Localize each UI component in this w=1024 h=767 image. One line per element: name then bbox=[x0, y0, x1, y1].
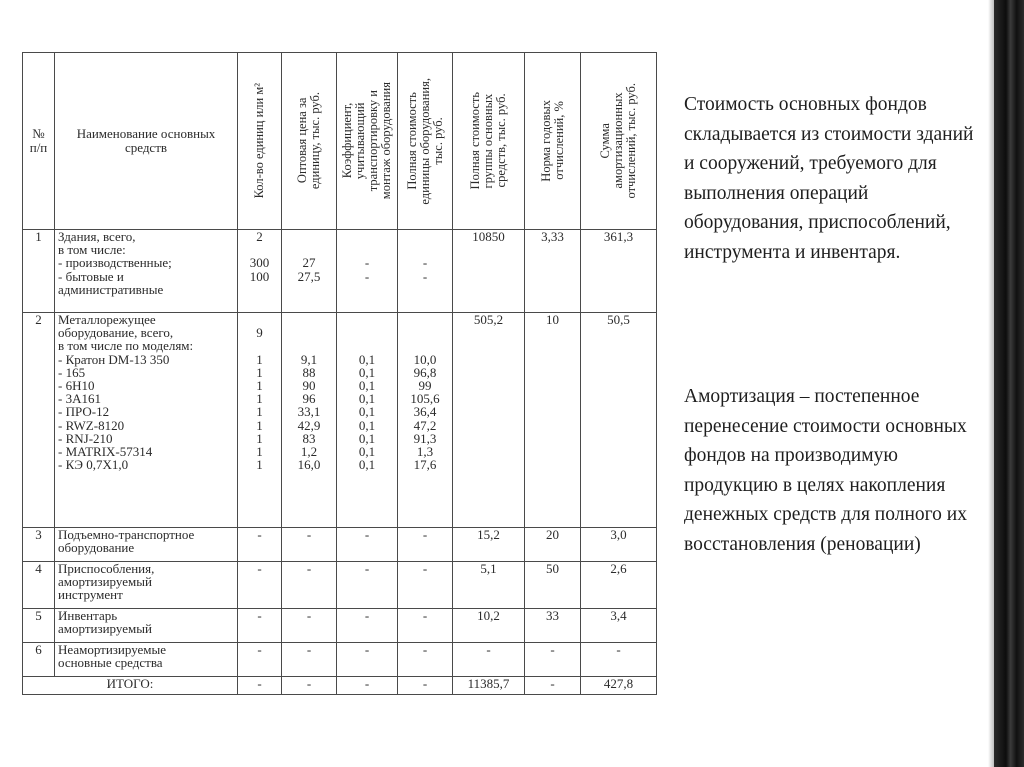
cell-number: 1 bbox=[23, 230, 55, 313]
cell-norm: 50 bbox=[525, 562, 581, 609]
cell-price: 27 27,5 bbox=[282, 230, 337, 313]
cell-number: 4 bbox=[23, 562, 55, 609]
cell-quantity: - bbox=[238, 562, 282, 609]
cell-name: Неамортизируемые основные средства bbox=[55, 643, 238, 677]
cell-unit-cost: - bbox=[398, 643, 453, 677]
cell-coefficient: 0,1 0,1 0,1 0,1 0,1 0,1 0,1 0,1 0,1 bbox=[337, 313, 398, 528]
header-wholesale-price: Оптовая цена за единицу, тыс. руб. bbox=[282, 53, 337, 230]
cell-quantity: - bbox=[238, 643, 282, 677]
cell-amortization: 2,6 bbox=[581, 562, 657, 609]
fixed-assets-table-wrapper bbox=[22, 52, 657, 695]
cell-norm: - bbox=[525, 643, 581, 677]
cell-amortization: 50,5 bbox=[581, 313, 657, 528]
header-quantity: Кол-во единиц или м² bbox=[238, 53, 282, 230]
cell-quantity: 9 1 1 1 1 1 1 1 1 1 bbox=[238, 313, 282, 528]
cell-name: Приспособления, амортизируемый инструмент bbox=[55, 562, 238, 609]
cell-price: - bbox=[282, 609, 337, 643]
cell-amortization: 3,0 bbox=[581, 528, 657, 562]
table-row bbox=[23, 643, 657, 677]
total-label: ИТОГО: bbox=[23, 677, 238, 695]
table-row bbox=[23, 313, 657, 528]
amortization-paragraph: Амортизация – постепенное перенесение стоимости основных фондов на производимую продукцию в целях накопления денежных средств для полного их восстановления (реновации) bbox=[684, 386, 967, 555]
cell-coefficient: - - bbox=[337, 230, 398, 313]
total-quantity: - bbox=[238, 677, 282, 695]
fixed-assets-paragraph: Стоимость основных фондов складывается из стоимости зданий и сооружений, требуемого для выполнения операций оборудования, приспособлений, инструмента и инвентаря. bbox=[684, 94, 974, 263]
cell-norm: 33 bbox=[525, 609, 581, 643]
cell-amortization: 361,3 bbox=[581, 230, 657, 313]
cell-name: Здания, всего, в том числе: - производственные; - бытовые и административные bbox=[55, 230, 238, 313]
cell-group-cost: 505,2 bbox=[453, 313, 525, 528]
cell-unit-cost: 10,0 96,8 99 105,6 36,4 47,2 91,3 1,3 17,6 bbox=[398, 313, 453, 528]
total-amortization: 427,8 bbox=[581, 677, 657, 695]
cell-norm: 3,33 bbox=[525, 230, 581, 313]
cell-group-cost: 10850 bbox=[453, 230, 525, 313]
total-price: - bbox=[282, 677, 337, 695]
cell-number: 3 bbox=[23, 528, 55, 562]
cell-quantity: - bbox=[238, 528, 282, 562]
cell-amortization: - bbox=[581, 643, 657, 677]
total-norm: - bbox=[525, 677, 581, 695]
cell-group-cost: - bbox=[453, 643, 525, 677]
cell-number: 6 bbox=[23, 643, 55, 677]
cell-number: 5 bbox=[23, 609, 55, 643]
cell-coefficient: - bbox=[337, 528, 398, 562]
cell-name: Подъемно-транспортное оборудование bbox=[55, 528, 238, 562]
total-group-cost: 11385,7 bbox=[453, 677, 525, 695]
cell-number: 2 bbox=[23, 313, 55, 528]
dark-edge-strip bbox=[994, 0, 1024, 767]
cell-norm: 10 bbox=[525, 313, 581, 528]
header-annual-rate: Норма годовых отчислений, % bbox=[525, 53, 581, 230]
cell-name: Инвентарь амортизируемый bbox=[55, 609, 238, 643]
cell-coefficient: - bbox=[337, 562, 398, 609]
cell-price: - bbox=[282, 562, 337, 609]
cell-quantity: - bbox=[238, 609, 282, 643]
cell-price: 9,1 88 90 96 33,1 42,9 83 1,2 16,0 bbox=[282, 313, 337, 528]
cell-unit-cost: - - bbox=[398, 230, 453, 313]
header-coefficient: Коэффициент, учитывающий транспортировку и монтаж оборудования bbox=[337, 53, 398, 230]
total-coefficient: - bbox=[337, 677, 398, 695]
cell-unit-cost: - bbox=[398, 528, 453, 562]
cell-coefficient: - bbox=[337, 643, 398, 677]
cell-group-cost: 5,1 bbox=[453, 562, 525, 609]
table-row bbox=[23, 609, 657, 643]
header-unit-full-cost: Полная стоимость единицы оборудования, тыс. руб. bbox=[398, 53, 453, 230]
cell-norm: 20 bbox=[525, 528, 581, 562]
header-depreciation-sum: Сумма амортизационных отчислений, тыс. руб. bbox=[581, 53, 657, 230]
table-row bbox=[23, 562, 657, 609]
cell-unit-cost: - bbox=[398, 609, 453, 643]
cell-price: - bbox=[282, 528, 337, 562]
header-group-full-cost: Полная стоимость группы основных средств, тыс. руб. bbox=[453, 53, 525, 230]
fixed-assets-table bbox=[22, 52, 657, 695]
cell-name: Металлорежущее оборудование, всего, в том числе по моделям: - Кратон DM-13 350 - 165 - 6Н10 - 3А161 - ПРО-12 - RWZ-8120 - RNJ-210 - MATRIX-57314 - КЭ 0,7Х1,0 bbox=[55, 313, 238, 528]
total-unit-cost: - bbox=[398, 677, 453, 695]
table-header-row bbox=[23, 53, 657, 230]
header-number: № п/п bbox=[23, 53, 55, 230]
table-row bbox=[23, 230, 657, 313]
cell-coefficient: - bbox=[337, 609, 398, 643]
cell-amortization: 3,4 bbox=[581, 609, 657, 643]
cell-group-cost: 15,2 bbox=[453, 528, 525, 562]
cell-price: - bbox=[282, 643, 337, 677]
cell-unit-cost: - bbox=[398, 562, 453, 609]
cell-group-cost: 10,2 bbox=[453, 609, 525, 643]
table-row bbox=[23, 528, 657, 562]
header-asset-name: Наименование основных средств bbox=[55, 53, 238, 230]
cell-quantity: 2 300 100 bbox=[238, 230, 282, 313]
table-total-row bbox=[23, 677, 657, 695]
